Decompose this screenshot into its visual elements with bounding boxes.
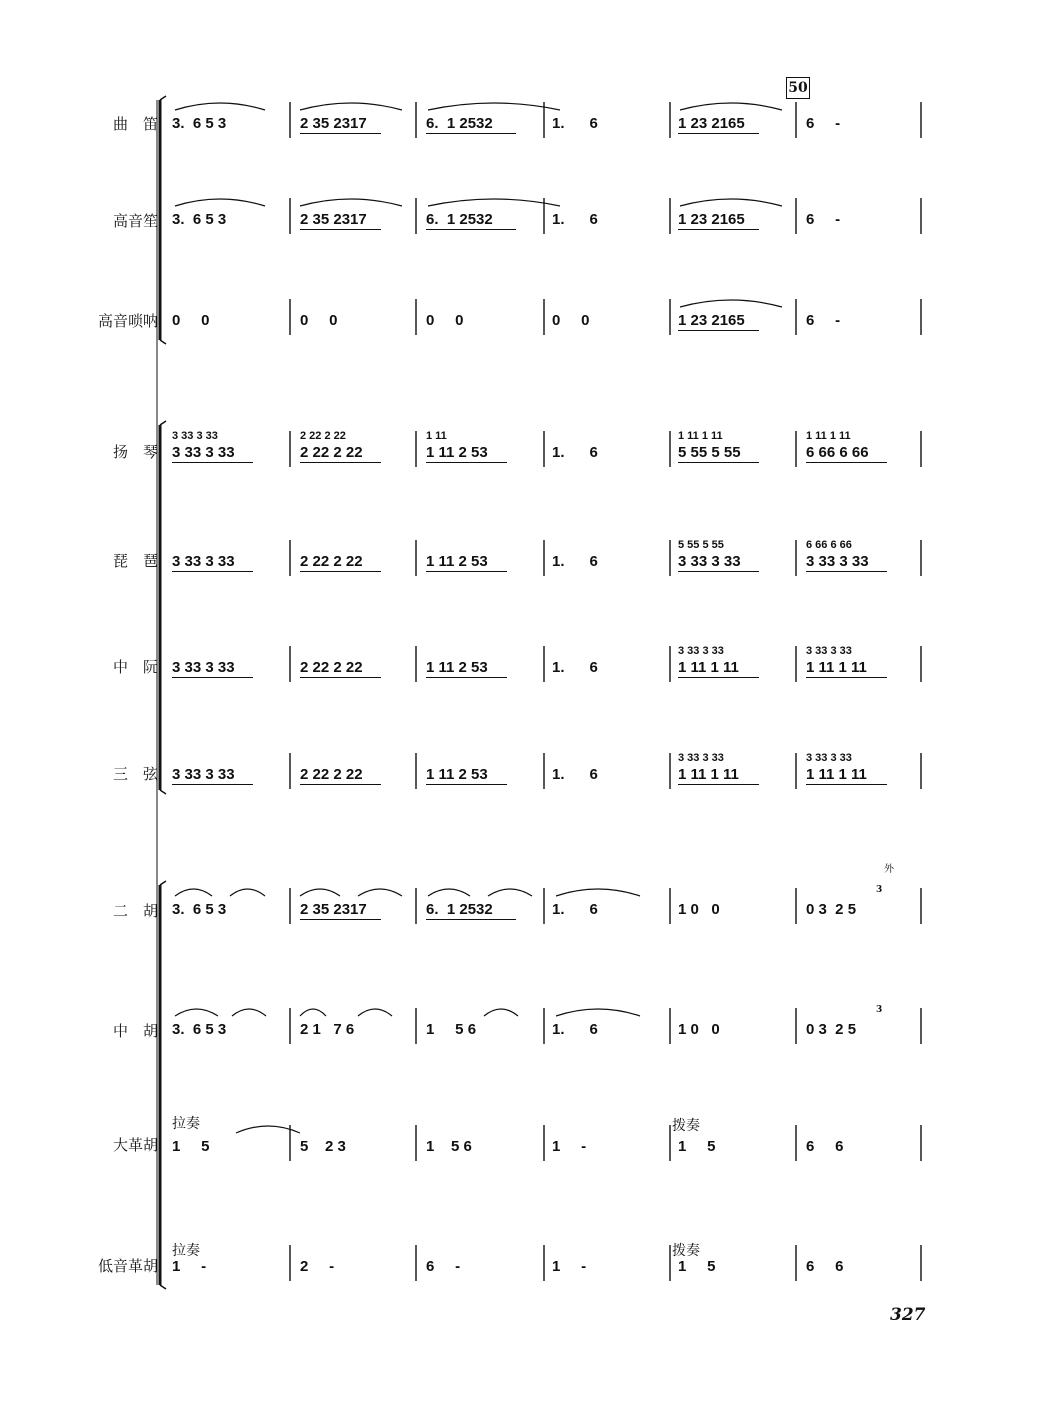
beam-line <box>426 229 516 230</box>
measure-notes: 0 0 <box>426 312 464 329</box>
instrument-name: 低音革胡 <box>97 1257 158 1275</box>
beam-line <box>806 571 887 572</box>
measure-notes: 0 3 2 5 <box>806 1021 857 1038</box>
beam-line <box>172 784 253 785</box>
bracket-hook <box>160 1285 166 1289</box>
slur <box>358 1009 392 1016</box>
measure-notes: 1 - <box>552 1138 587 1155</box>
measure-notes: 1 11 2 53 <box>426 766 488 783</box>
beam-line <box>172 677 253 678</box>
measure-notes: 1. 6 <box>552 553 598 570</box>
measure-notes: 1. 6 <box>552 115 598 132</box>
measure-notes: 2 - <box>300 1258 335 1275</box>
measure-notes: 1 0 0 <box>678 1021 720 1038</box>
chord-upper-notes: 2 22 2 22 <box>300 430 346 442</box>
slur <box>556 889 640 896</box>
beam-line <box>678 229 759 230</box>
beam-line <box>806 784 887 785</box>
beam-line <box>426 571 507 572</box>
measure-notes: 1. 6 <box>552 1021 598 1038</box>
pizzicato-annotation: 拨奏 <box>672 1243 700 1259</box>
outer-string-annotation: 外 <box>884 864 894 875</box>
measure-notes: 1 5 <box>678 1258 716 1275</box>
measure-notes: 2 35 2317 <box>300 211 367 228</box>
beam-line <box>678 677 759 678</box>
measure-notes: 6 6 <box>806 1258 844 1275</box>
slur <box>175 889 212 896</box>
measure-notes: 1 5 <box>678 1138 716 1155</box>
instrument-name: 中 阮 <box>112 658 158 676</box>
slur <box>230 889 265 896</box>
beam-line <box>172 462 253 463</box>
measure-notes: 6 - <box>806 312 841 329</box>
measure-notes: 5 2 3 <box>300 1138 346 1155</box>
chord-upper-notes: 6 66 6 66 <box>806 539 852 551</box>
measure-notes: 1 23 2165 <box>678 312 745 329</box>
instrument-name: 高音唢呐 <box>97 312 158 330</box>
bracket-hook <box>160 96 166 100</box>
beam-line <box>300 571 381 572</box>
chord-upper-notes: 3 33 3 33 <box>806 752 852 764</box>
chord-upper-notes: 1 11 1 11 <box>806 430 851 442</box>
measure-notes: 1. 6 <box>552 444 598 461</box>
measure-notes: 3. 6 5 3 <box>172 1021 227 1038</box>
beam-line <box>678 571 759 572</box>
measure-notes: 0 0 <box>172 312 210 329</box>
measure-notes: 6. 1 2532 <box>426 115 493 132</box>
measure-notes: 3 33 3 33 <box>172 766 235 783</box>
bracket-hook <box>160 340 166 344</box>
measure-notes: 1 5 6 <box>426 1021 477 1038</box>
measure-notes: 2 1 7 6 <box>300 1021 355 1038</box>
slur <box>484 1009 518 1016</box>
measure-notes: 1 23 2165 <box>678 115 745 132</box>
chord-upper-notes: 3 33 3 33 <box>806 645 852 657</box>
measure-notes: 1 0 0 <box>678 901 720 918</box>
beam-line <box>300 462 381 463</box>
measure-notes: 3 33 3 33 <box>172 444 235 461</box>
measure-notes: 1 11 2 53 <box>426 444 488 461</box>
bracket-hook <box>160 790 166 794</box>
measure-notes: 1 11 2 53 <box>426 659 488 676</box>
beam-line <box>426 133 516 134</box>
chord-upper-notes: 1 11 <box>426 430 447 442</box>
measure-notes: 3. 6 5 3 <box>172 211 227 228</box>
measure-notes: 1. 6 <box>552 211 598 228</box>
pizzicato-annotation: 拨奏 <box>672 1118 700 1134</box>
slur <box>175 199 265 206</box>
measure-notes: 0 3 2 5 <box>806 901 857 918</box>
measure-notes: 2 22 2 22 <box>300 766 363 783</box>
measure-notes: 0 0 <box>552 312 590 329</box>
measure-notes: 1 11 2 53 <box>426 553 488 570</box>
beam-line <box>678 330 759 331</box>
beam-line <box>426 677 507 678</box>
beam-line <box>172 571 253 572</box>
beam-line <box>678 462 759 463</box>
measure-notes: 3. 6 5 3 <box>172 115 227 132</box>
measure-notes: 0 0 <box>300 312 338 329</box>
instrument-name: 高音笙 <box>112 212 158 230</box>
instrument-name: 三 弦 <box>112 765 158 783</box>
slur <box>428 889 470 896</box>
measure-notes: 2 22 2 22 <box>300 659 363 676</box>
beam-line <box>426 919 516 920</box>
chord-upper-notes: 3 33 3 33 <box>678 752 724 764</box>
measure-notes: 1. 6 <box>552 766 598 783</box>
measure-notes: 1 11 1 11 <box>678 659 739 676</box>
measure-notes: 6 6 <box>806 1138 844 1155</box>
measure-notes: 6. 1 2532 <box>426 901 493 918</box>
beam-line <box>806 462 887 463</box>
slur <box>300 1009 326 1016</box>
beam-line <box>426 784 507 785</box>
instrument-name: 琵 琶 <box>112 552 158 570</box>
measure-notes: 1 5 6 <box>426 1138 472 1155</box>
measure-notes: 1 23 2165 <box>678 211 745 228</box>
slur <box>358 889 402 896</box>
slur <box>232 1009 266 1016</box>
bowed-annotation: 拉奏 <box>172 1243 200 1259</box>
slur <box>300 103 402 110</box>
beam-line <box>678 133 759 134</box>
measure-notes: 6 - <box>426 1258 461 1275</box>
beam-line <box>300 133 381 134</box>
page-number: 327 <box>890 1305 926 1325</box>
slur <box>175 1009 218 1016</box>
measure-notes: 3 33 3 33 <box>172 553 235 570</box>
measure-notes: 6 66 6 66 <box>806 444 869 461</box>
measure-notes: 1 - <box>552 1258 587 1275</box>
tuplet-number: 3 <box>876 885 883 895</box>
slur <box>428 103 560 110</box>
measure-notes: 3. 6 5 3 <box>172 901 227 918</box>
beam-line <box>300 677 381 678</box>
slur <box>428 199 560 206</box>
chord-upper-notes: 5 55 5 55 <box>678 539 724 551</box>
slur <box>300 199 402 206</box>
measure-notes: 1. 6 <box>552 659 598 676</box>
chord-upper-notes: 3 33 3 33 <box>172 430 218 442</box>
beam-line <box>300 784 381 785</box>
measure-notes: 3 33 3 33 <box>172 659 235 676</box>
instrument-name: 扬 琴 <box>112 443 158 461</box>
beam-line <box>300 919 381 920</box>
measure-notes: 2 35 2317 <box>300 901 367 918</box>
measure-notes: 6 - <box>806 115 841 132</box>
instrument-name: 中 胡 <box>112 1022 158 1040</box>
measure-notes: 6. 1 2532 <box>426 211 493 228</box>
measure-notes: 1 11 1 11 <box>806 766 867 783</box>
rehearsal-mark: 50 <box>786 77 810 99</box>
measure-notes: 6 - <box>806 211 841 228</box>
instrument-name: 曲 笛 <box>112 115 158 133</box>
bowed-annotation: 拉奏 <box>172 1116 200 1132</box>
measure-notes: 1 11 1 11 <box>806 659 867 676</box>
slur <box>488 889 532 896</box>
slur <box>556 1009 640 1016</box>
beam-line <box>678 784 759 785</box>
chord-upper-notes: 1 11 1 11 <box>678 430 723 442</box>
bracket-hook <box>160 881 166 885</box>
measure-notes: 2 22 2 22 <box>300 553 363 570</box>
measure-notes: 3 33 3 33 <box>806 553 869 570</box>
measure-notes: 1 - <box>172 1258 207 1275</box>
beam-line <box>806 677 887 678</box>
instrument-name: 二 胡 <box>112 902 158 920</box>
slur <box>300 889 340 896</box>
measure-notes: 5 55 5 55 <box>678 444 741 461</box>
measure-notes: 1 5 <box>172 1138 210 1155</box>
slur <box>680 103 782 110</box>
slur <box>175 103 265 110</box>
measure-notes: 3 33 3 33 <box>678 553 741 570</box>
chord-upper-notes: 3 33 3 33 <box>678 645 724 657</box>
instrument-name: 大革胡 <box>112 1136 158 1154</box>
beam-line <box>426 462 507 463</box>
bracket-hook <box>160 421 166 425</box>
slur <box>680 300 782 307</box>
beam-line <box>300 229 381 230</box>
measure-notes: 2 22 2 22 <box>300 444 363 461</box>
measure-notes: 2 35 2317 <box>300 115 367 132</box>
slur <box>680 199 782 206</box>
measure-notes: 1. 6 <box>552 901 598 918</box>
tuplet-number: 3 <box>876 1005 883 1015</box>
measure-notes: 1 11 1 11 <box>678 766 739 783</box>
